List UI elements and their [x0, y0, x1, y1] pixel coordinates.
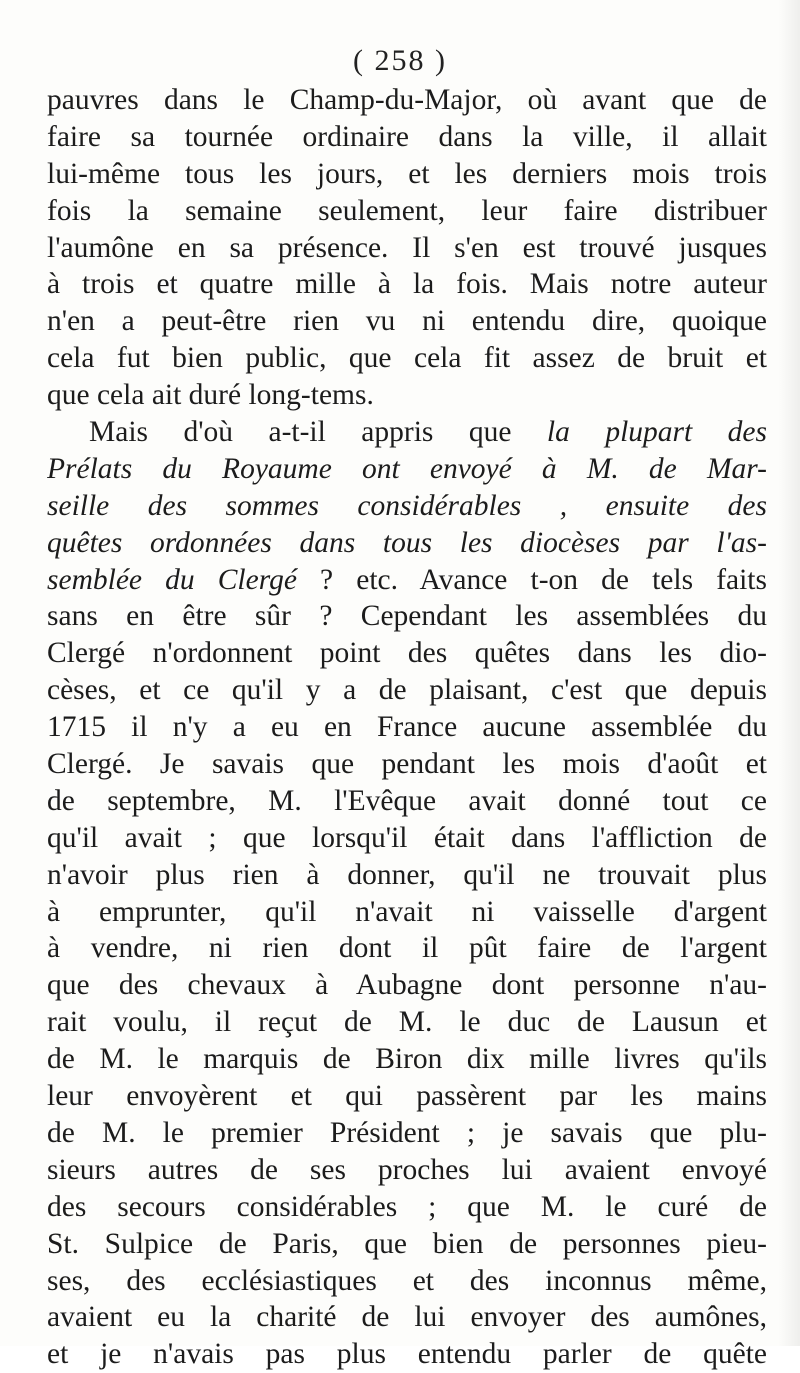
- italic-text-segment: seille des sommes considérables , ensuite des: [47, 489, 767, 522]
- text-line: n'en a peut-être rien vu ni entendu dire, quoique: [47, 305, 767, 338]
- text-line: sans en être sûr ? Cependant les assemblées du: [47, 600, 767, 633]
- text-line: [47, 562, 767, 599]
- text-segment: Mais d'où a-t-il appris que: [89, 416, 547, 449]
- text-line: [47, 451, 767, 488]
- italic-text-segment: semblée du Clergé: [47, 563, 297, 596]
- body-text: [47, 82, 767, 1373]
- text-line: Clergé n'ordonnent point des quêtes dans les dio-: [47, 637, 767, 670]
- text-line: [47, 414, 767, 451]
- text-line: sieurs autres de ses proches lui avaient envoyé: [47, 1153, 767, 1186]
- text-line: de septembre, M. l'Evêque avait donné tout ce: [47, 784, 767, 817]
- text-segment: ? etc. Avance t-on de tels faits: [296, 563, 767, 596]
- text-line: leur envoyèrent et qui passèrent par les mains: [47, 1080, 767, 1113]
- text-line: de M. le marquis de Biron dix mille livres qu'ils: [47, 1043, 767, 1076]
- text-line: que cela ait duré long-tems.: [47, 379, 374, 412]
- text-line: n'avoir plus rien à donner, qu'il ne trouvait plus: [47, 858, 767, 891]
- text-line: cela fut bien public, que cela fit assez de bruit et: [47, 342, 767, 375]
- text-line: l'aumône en sa présence. Il s'en est trouvé jusques: [47, 231, 767, 264]
- text-line: ses, des ecclésiastiques et des inconnus même,: [47, 1264, 767, 1297]
- page-number: ( 258 ): [353, 44, 447, 77]
- text-line: rait voulu, il reçut de M. le duc de Lausun et: [47, 1006, 767, 1039]
- text-line: faire sa tournée ordinaire dans la ville, il allait: [47, 120, 767, 153]
- italic-text-segment: Prélats du Royaume ont envoyé à M. de Mar-: [47, 452, 767, 485]
- text-line: pauvres dans le Champ-du-Major, où avant que de: [47, 84, 767, 116]
- text-line: [47, 525, 767, 562]
- text-line: fois la semaine seulement, leur faire distribuer: [47, 194, 767, 227]
- text-line: qu'il avait ; que lorsqu'il était dans l'affliction de: [47, 821, 767, 854]
- text-line: que des chevaux à Aubagne dont personne n'au-: [47, 969, 767, 1002]
- text-line: lui-même tous les jours, et les derniers mois trois: [47, 157, 767, 190]
- page-edge-shadow: [778, 0, 800, 1346]
- text-line: des secours considérables ; que M. le curé de: [47, 1190, 767, 1223]
- text-line: Clergé. Je savais que pendant les mois d'août et: [47, 748, 767, 781]
- italic-text-segment: la plupart des: [546, 416, 767, 449]
- text-line: et je n'avais pas plus entendu parler de quête: [47, 1338, 767, 1371]
- text-line: à vendre, ni rien dont il pût faire de l'argent: [47, 932, 767, 965]
- text-line: à emprunter, qu'il n'avait ni vaisselle d'argent: [47, 895, 767, 928]
- text-line: à trois et quatre mille à la fois. Mais notre auteur: [47, 268, 767, 301]
- text-line: cèses, et ce qu'il y a de plaisant, c'est que depuis: [47, 674, 767, 707]
- text-line: avaient eu la charité de lui envoyer des aumônes,: [47, 1301, 767, 1334]
- text-line: St. Sulpice de Paris, que bien de personnes pieu-: [47, 1227, 767, 1260]
- italic-text-segment: quêtes ordonnées dans tous les diocèses par l'as-: [47, 526, 767, 559]
- text-line: de M. le premier Président ; je savais que plu-: [47, 1116, 767, 1149]
- text-line: [47, 488, 767, 525]
- text-line: 1715 il n'y a eu en France aucune assemblée du: [47, 711, 767, 744]
